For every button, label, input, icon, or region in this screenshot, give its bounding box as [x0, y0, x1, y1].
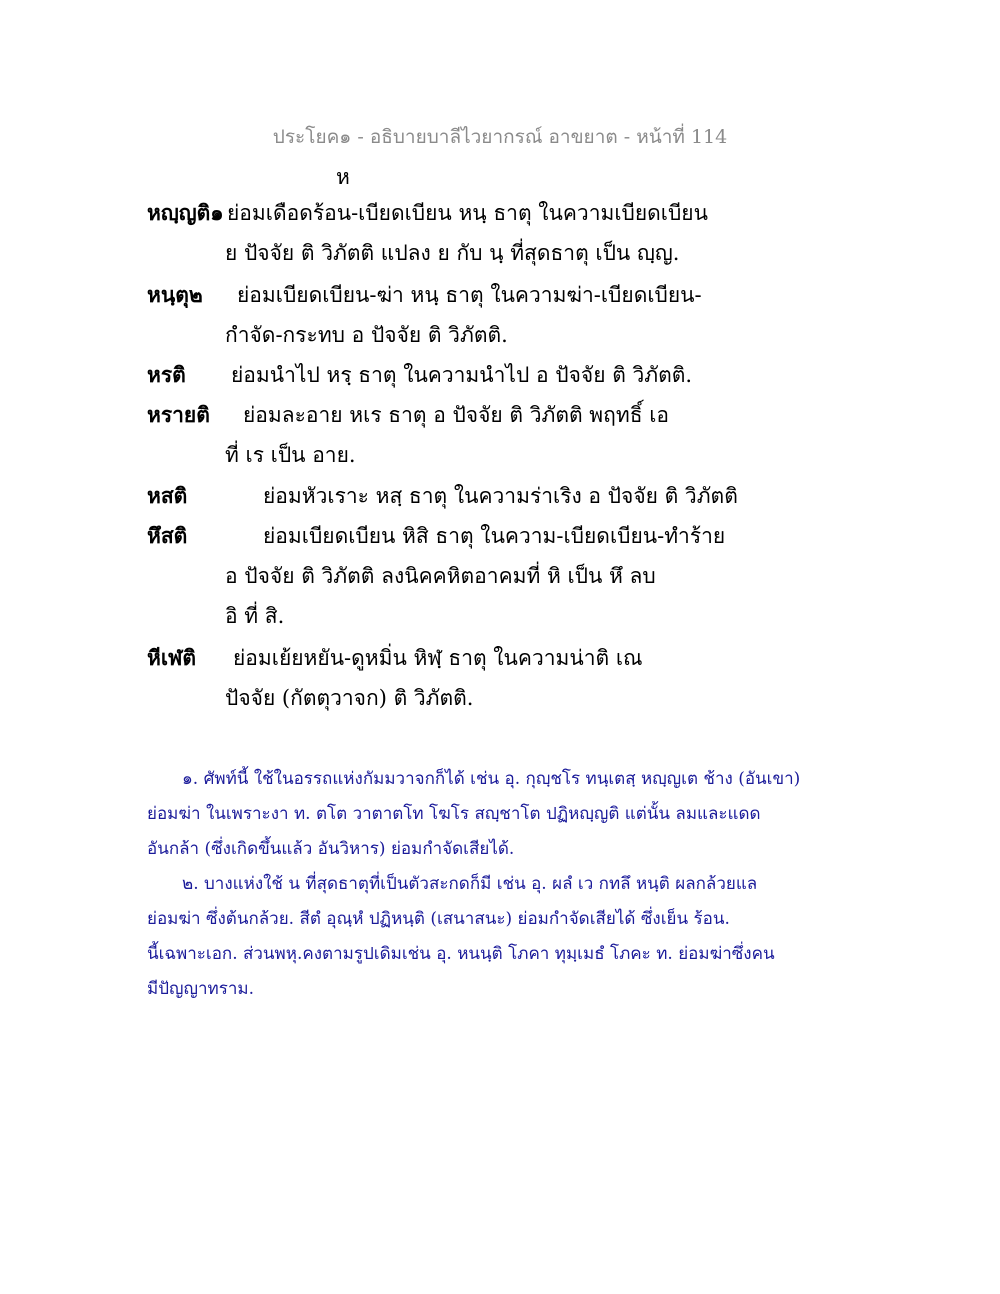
footnote-line: นี้เฉพาะเอก. ส่วนพหุ.คงตามรูปเดิมเช่น อุ. หนนฺติ โภคา ทุมฺเมธํ โภคะ ท. ย่อมฆ่าซึ่งคน — [147, 944, 775, 964]
footnote-line: มีปัญญาทราม. — [147, 979, 255, 999]
definition-line: ย่อมนำไป หรฺ ธาตุ ในความนำไป อ ปัจจัย ติ วิภัตติ. — [231, 363, 693, 387]
section-letter: ห — [336, 165, 350, 189]
definition-line: อิ ที่ สิ. — [225, 604, 285, 628]
page-header: ประโยค๑ - อธิบายบาลีไวยากรณ์ อาขยาต - หน้าที่ 114 — [272, 126, 728, 148]
footnotes — [147, 762, 847, 1007]
definition-line: กำจัด-กระทบ อ ปัจจัย ติ วิภัตติ. — [225, 323, 508, 347]
footnote-line: ๒. บางแห่งใช้ น ที่สุดธาตุที่เป็นตัวสะกดก็มี เช่น อุ. ผลํ เว กทลึ หนฺติ ผลกล้วยแล — [182, 874, 758, 894]
entry-himsati — [147, 516, 867, 636]
headword: หีเฬติ — [147, 645, 197, 670]
definition-line: ปัจจัย (กัตตุวาจก) ติ วิภัตติ. — [225, 686, 474, 710]
entry-hileti — [147, 638, 867, 718]
definition-line: ย่อมเดือดร้อน-เบียดเบียน หนฺ ธาตุ ในความเบียดเบียน — [227, 201, 708, 225]
footnote-line: ย่อมฆ่า ซึ่งต้นกล้วย. สีตํ อุณฺหํ ปฏิหนฺติ (เสนาสนะ) ย่อมกำจัดเสียได้ ซึ่งเย็น ร้อน. — [147, 909, 730, 929]
footnote-line: อันกล้า (ซึ่งเกิดขึ้นแล้ว อันวิหาร) ย่อมกำจัดเสียได้. — [147, 839, 515, 859]
entry-hannati — [147, 193, 867, 273]
definition-line: ย่อมเบียดเบียน-ฆ่า หนฺ ธาตุ ในความฆ่า-เบียดเบียน- — [237, 283, 702, 307]
footnote-line: ย่อมฆ่า ในเพราะงา ท. ตโต วาตาตโท โฆโร สญฺชาโต ปฏิหญฺญติ แต่นั้น ลมและแดด — [147, 804, 761, 824]
headword: หรติ — [147, 362, 186, 387]
definition-line: ย่อมเบียดเบียน หิสิ ธาตุ ในความ-เบียดเบียน-ทำร้าย — [263, 524, 726, 548]
definition-line: อ ปัจจัย ติ วิภัตติ ลงนิคคหิตอาคมที่ หิ เป็น หึ ลบ — [225, 564, 656, 588]
entry-harati — [147, 355, 867, 395]
entry-hasati — [147, 476, 867, 516]
entry-harayati — [147, 395, 867, 475]
definition-line: ที่ เร เป็น อาย. — [225, 443, 356, 467]
headword: หสติ — [147, 483, 188, 508]
definition-line: ย่อมหัวเราะ หสฺ ธาตุ ในความร่าเริง อ ปัจจัย ติ วิภัตติ — [263, 484, 738, 508]
headword: หรายติ — [147, 402, 210, 427]
footnote-line: ๑. ศัพท์นี้ ใช้ในอรรถแห่งกัมมวาจกก็ได้ เช่น อุ. กุญฺชโร ทนฺเตสฺ หญฺญเต ช้าง (อันเขา) — [182, 769, 801, 789]
headword: หนฺตุ๒ — [147, 282, 203, 307]
headword: หึสติ — [147, 523, 188, 548]
definition-line: ย่อมละอาย หเร ธาตุ อ ปัจจัย ติ วิภัตติ พฤทธิ์ เอ — [243, 403, 669, 427]
headword: หญฺญติ๑ — [147, 200, 224, 225]
entry-hantu — [147, 275, 867, 355]
definition-line: ย่อมเย้ยหยัน-ดูหมิ่น หิฬฺ ธาตุ ในความน่าติ เณ — [233, 646, 643, 670]
definition-line: ย ปัจจัย ติ วิภัตติ แปลง ย กับ นฺ ที่สุดธาตุ เป็น ญฺญ. — [225, 241, 680, 265]
